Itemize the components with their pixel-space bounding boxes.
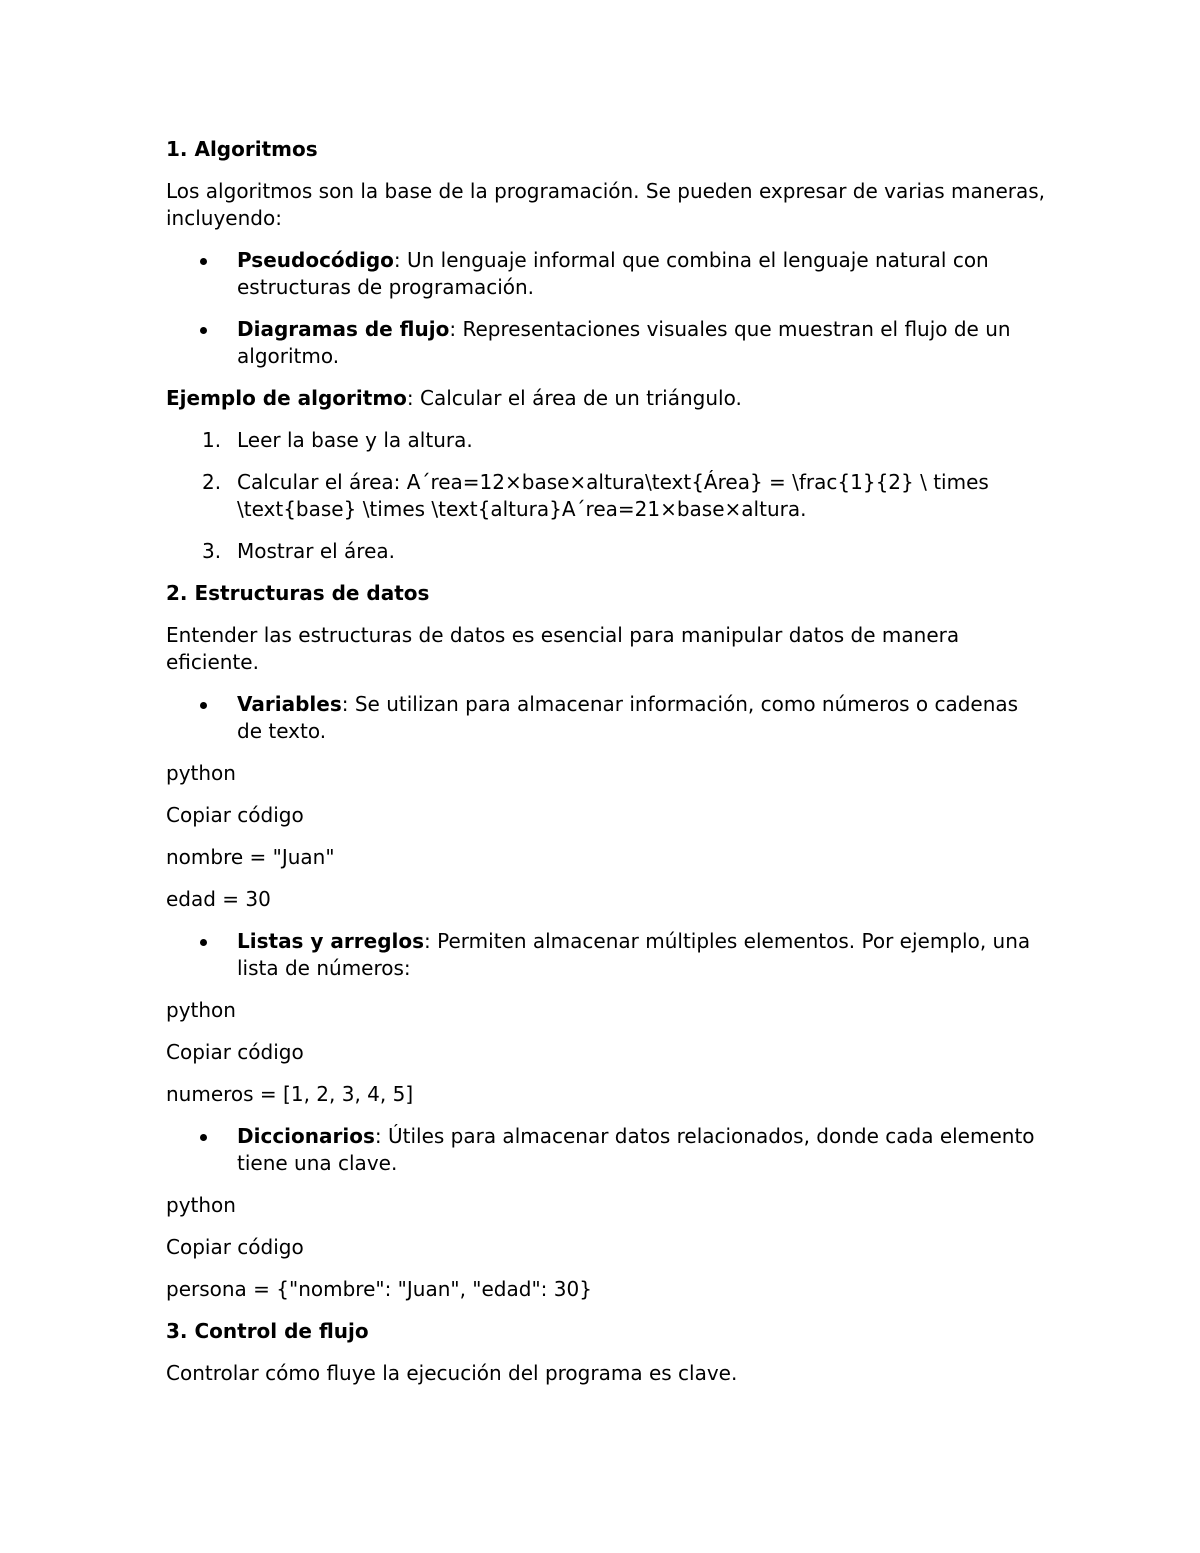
definition-listas: : Permiten almacenar múltiples elementos. Por ejemplo, una lista de números:: [237, 929, 1031, 980]
term-listas: Listas y arreglos: [237, 929, 425, 953]
list-item: [166, 316, 1046, 370]
definition-pseudocodigo: : Un lenguaje informal que combina el lenguaje natural con estructuras de programación.: [237, 248, 989, 299]
term-ejemplo: Ejemplo de algoritmo: [166, 386, 407, 410]
code-line: numeros = [1, 2, 3, 4, 5]: [166, 1082, 414, 1106]
code-line: persona = {"nombre": "Juan", "edad": 30}: [166, 1277, 592, 1301]
ejemplo-text: : Calcular el área de un triángulo.: [406, 386, 742, 410]
term-pseudocodigo: Pseudocódigo: [237, 248, 394, 272]
section-heading-algoritmos: 1. Algoritmos: [166, 137, 318, 161]
list-number: 3.: [202, 539, 222, 563]
bullet-icon: [200, 258, 207, 265]
bullet-icon: [200, 1134, 207, 1141]
list-item: [166, 928, 1046, 982]
term-diccionarios: Diccionarios: [237, 1124, 375, 1148]
code-line: edad = 30: [166, 887, 271, 911]
bullet-list-variables: [166, 691, 1046, 745]
list-item: [166, 247, 1046, 301]
definition-diagramas: : Representaciones visuales que muestran el flujo de un algoritmo.: [237, 317, 1011, 368]
code-language-label: python: [166, 1193, 236, 1217]
list-item: [166, 1123, 1046, 1177]
copy-code-link[interactable]: Copiar código: [166, 1040, 304, 1064]
step-text: Calcular el área: A´rea=12×base×altura\text{Área} = \frac{1}{2} \ times \text{base} \times \text{altura}A´rea=21×base×altura.: [237, 470, 989, 521]
list-item: [166, 538, 1046, 565]
bullet-icon: [200, 702, 207, 709]
bullet-list-algoritmos: [166, 247, 1046, 370]
bullet-icon: [200, 939, 207, 946]
definition-variables: : Se utilizan para almacenar información, como números o cadenas de texto.: [237, 692, 1019, 743]
document-page: [166, 136, 1046, 1387]
list-item: [166, 427, 1046, 454]
list-number: 2.: [202, 470, 222, 494]
list-number: 1.: [202, 428, 222, 452]
step-text: Leer la base y la altura.: [237, 428, 473, 452]
copy-code-link[interactable]: Copiar código: [166, 1235, 304, 1259]
definition-diccionarios: : Útiles para almacenar datos relacionados, donde cada elemento tiene una clave.: [237, 1124, 1035, 1175]
code-language-label: python: [166, 761, 236, 785]
section-heading-control: 3. Control de flujo: [166, 1319, 369, 1343]
paragraph-estructuras-intro: Entender las estructuras de datos es esencial para manipular datos de manera eficiente.: [166, 623, 960, 674]
paragraph-algoritmos-intro: Los algoritmos son la base de la programación. Se pueden expresar de varias maneras, incluyendo:: [166, 179, 1046, 230]
list-item: [166, 691, 1046, 745]
section-heading-estructuras: 2. Estructuras de datos: [166, 581, 430, 605]
code-language-label: python: [166, 998, 236, 1022]
code-line: nombre = "Juan": [166, 845, 335, 869]
term-diagramas: Diagramas de flujo: [237, 317, 450, 341]
step-text: Mostrar el área.: [237, 539, 395, 563]
list-item: [166, 469, 1046, 523]
bullet-list-listas: [166, 928, 1046, 982]
bullet-icon: [200, 327, 207, 334]
term-variables: Variables: [237, 692, 342, 716]
bullet-list-diccionarios: [166, 1123, 1046, 1177]
paragraph-ejemplo: [166, 385, 1046, 412]
copy-code-link[interactable]: Copiar código: [166, 803, 304, 827]
paragraph-control-intro: Controlar cómo fluye la ejecución del programa es clave.: [166, 1361, 738, 1385]
numbered-list-steps: [166, 427, 1046, 565]
